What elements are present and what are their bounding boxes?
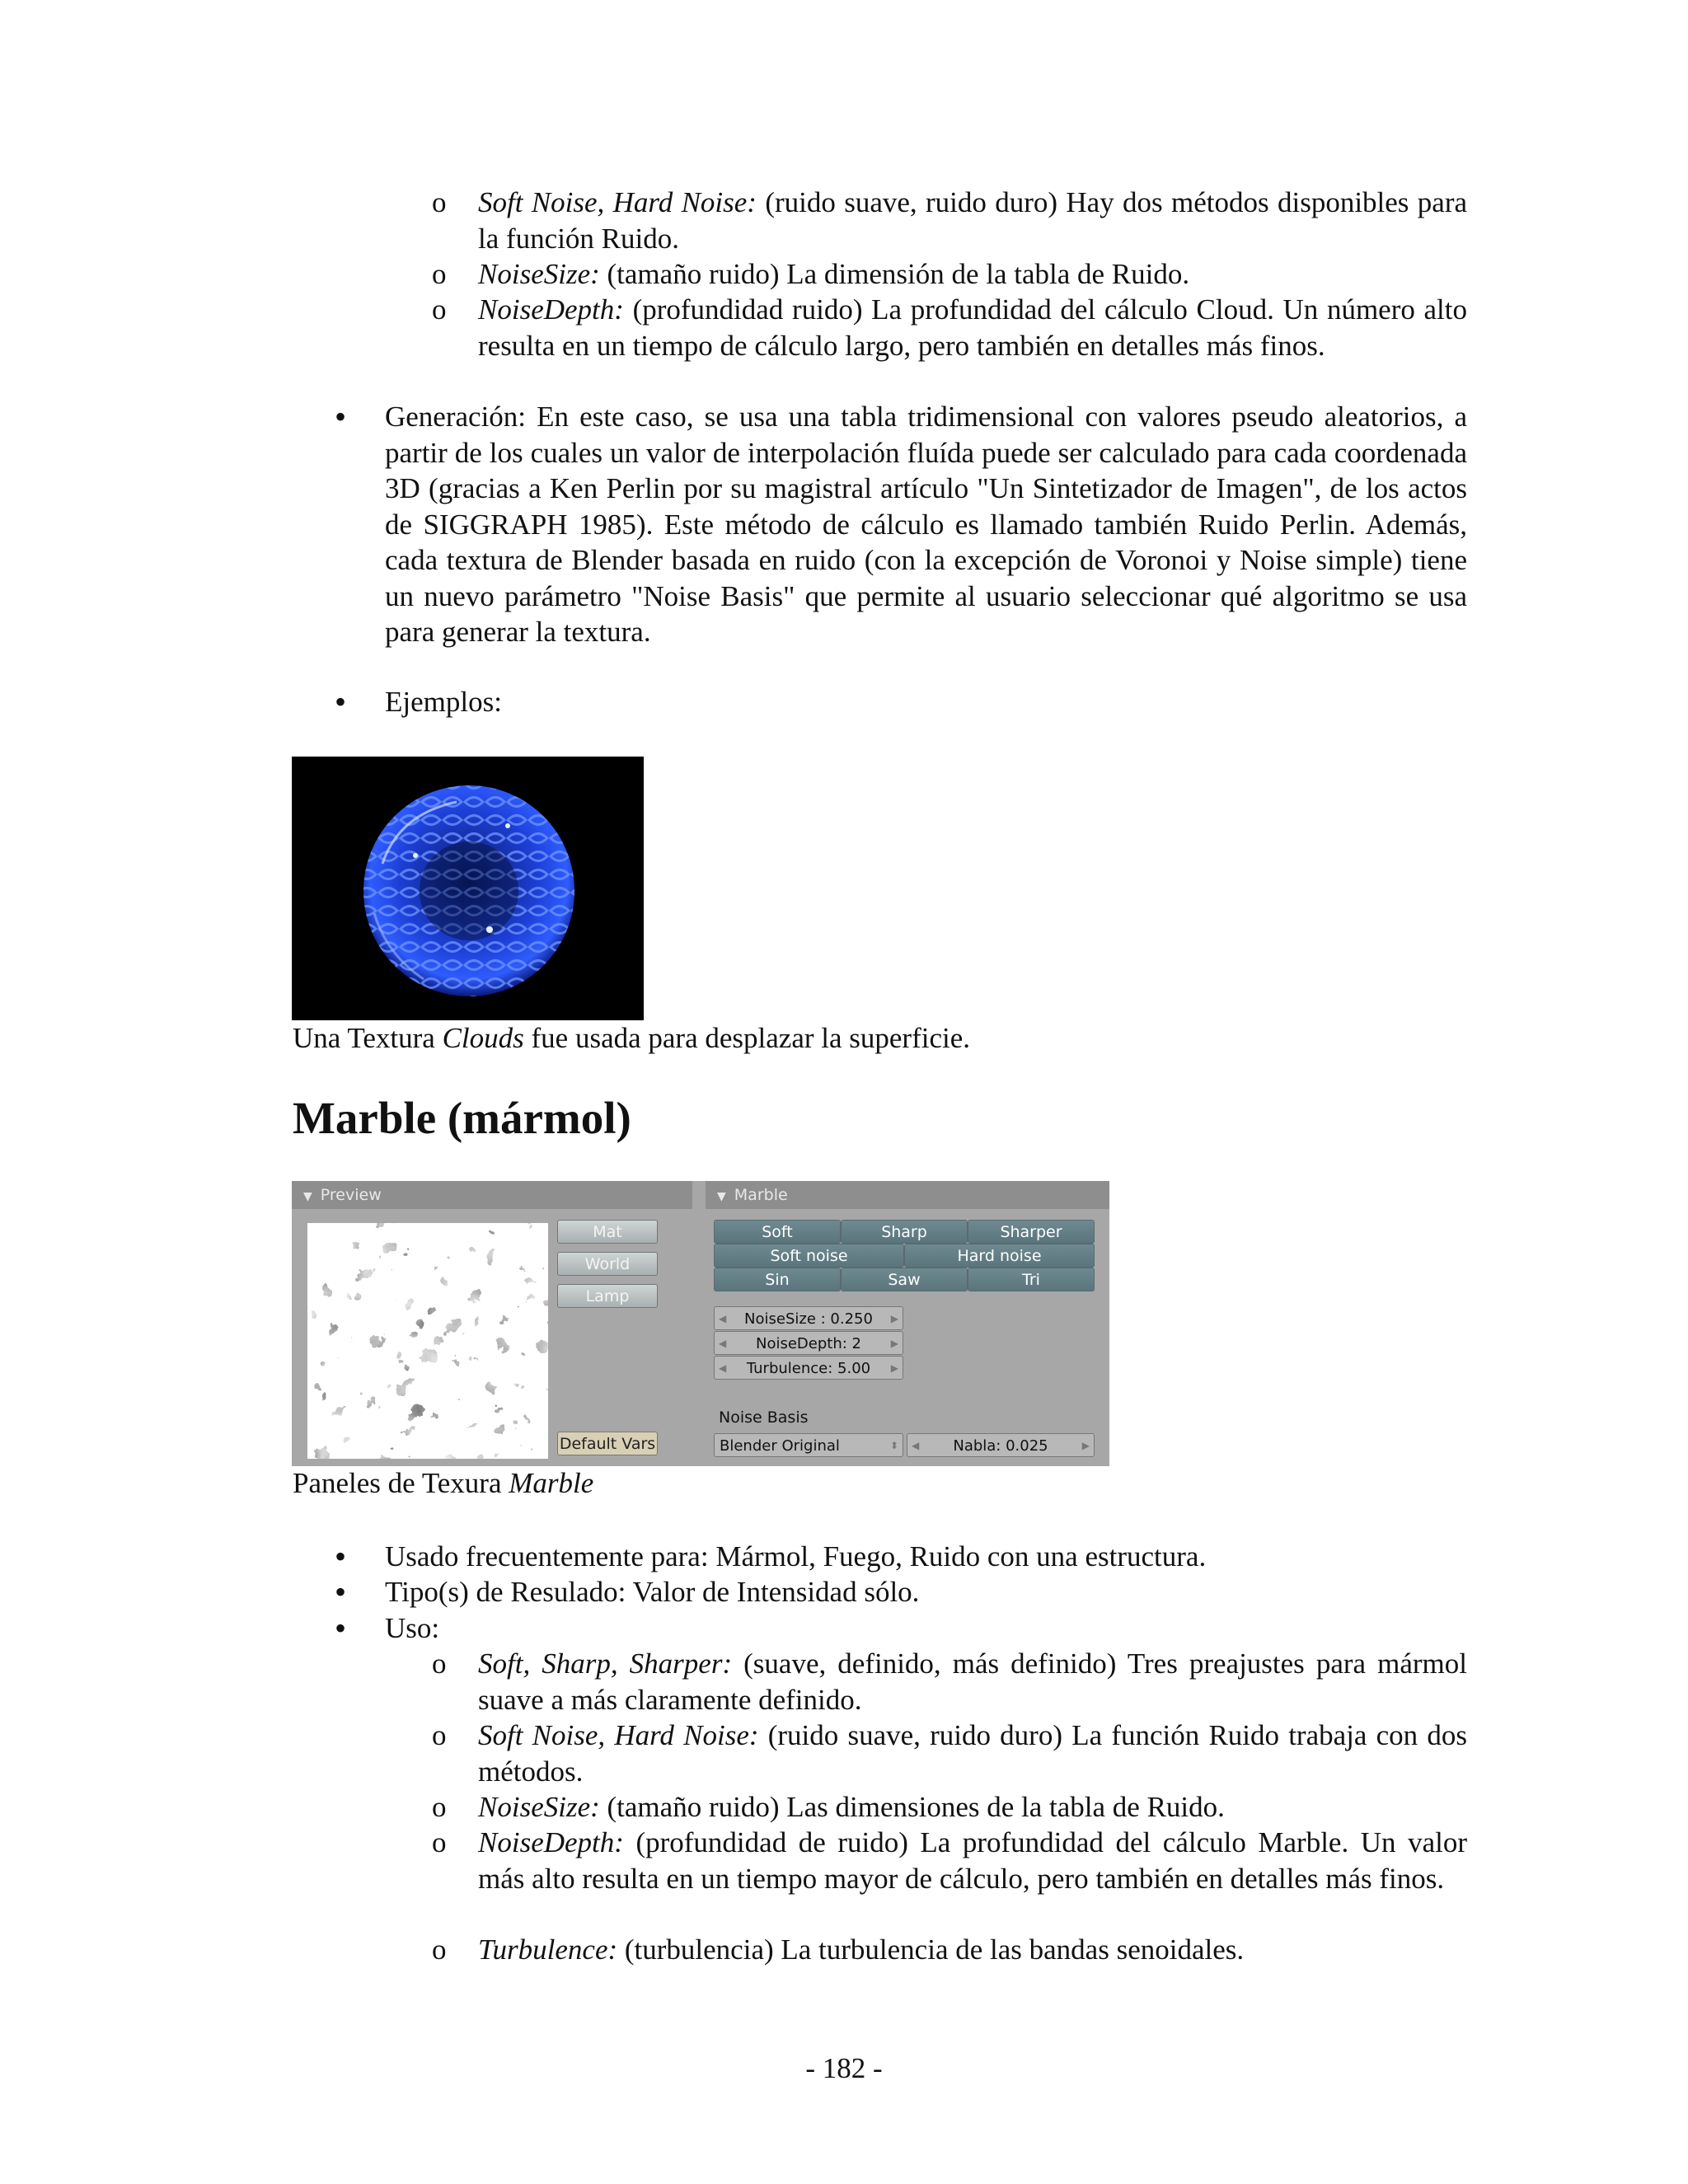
preview-mat-button[interactable]: Mat [557,1220,658,1244]
soft-noise-button[interactable]: Soft noise [714,1244,904,1268]
sin-button[interactable]: Sin [714,1268,841,1291]
noise-basis-label: Noise Basis [719,1408,809,1427]
sub-bullet-marker: o [432,1719,447,1751]
decrement-arrow-icon[interactable]: ◀ [719,1313,727,1324]
page-number: - 182 - [805,2052,883,2084]
bullet-item: Uso: [385,1612,440,1644]
sub-bullet-marker: o [432,186,447,218]
sub-list-item: Soft Noise, Hard Noise: (ruido suave, ruido duro) La función Ruido trabaja con dos métodos. [478,1719,1467,1788]
increment-arrow-icon[interactable]: ▶ [890,1313,898,1324]
sub-bullet-marker: o [432,1791,447,1823]
sub-bullet-marker: o [432,1826,447,1858]
sub-list-item: NoiseSize: (tamaño ruido) Las dimensiones de la tabla de Ruido. [478,1791,1225,1823]
marble-panel-header[interactable]: ▼ Marble [706,1181,1109,1209]
noisedepth-field[interactable]: ◀ NoiseDepth: 2 ▶ [714,1331,903,1355]
sub-list-item: NoiseDepth: (profundidad ruido) La profundidad del cálculo Cloud. Un número alto resulta en un tiempo de cálculo largo, pero también en detalles más finos. [478,293,1467,362]
bullet-marker: • [335,683,347,720]
sub-bullet-marker: o [432,293,447,326]
blue-sphere-render [292,757,644,1020]
sub-list-item: NoiseSize: (tamaño ruido) La dimensión de la tabla de Ruido. [478,258,1190,290]
nabla-field[interactable]: ◀ Nabla: 0.025 ▶ [907,1433,1095,1457]
sub-list-item: Soft, Sharp, Sharper: (suave, definido, más definido) Tres preajustes para mármol suave a más claramente definido. [478,1647,1467,1716]
increment-arrow-icon[interactable]: ▶ [890,1362,898,1374]
marble-texture-preview [307,1223,548,1459]
noisesize-field[interactable]: ◀ NoiseSize : 0.250 ▶ [714,1306,903,1330]
sub-bullet-marker: o [432,258,447,290]
sub-bullet-marker: o [432,1647,447,1680]
generacion-paragraph: Generación: En este caso, se usa una tabla tridimensional con valores pseudo aleatorios, a partir de los cuales un valor de interpolación fluída puede ser calculado para cada coordenada 3D (gracias a Ken Perlin por su magistral artículo "Un Sintetizador de Imagen", de los actos de SIGGRAPH 1985). Este método de cálculo es llamado también Ruido Perlin. Además, cada textura de Blender basada en ruido (con la excepción de Voronoi y Noise simple) tiene un nuevo parámetro "Noise Basis" que permite al usuario seleccionar qué algoritmo se usa para generar la textura. [385,401,1467,648]
sub-list-item: Soft Noise, Hard Noise: (ruido suave, ruido duro) Hay dos métodos disponibles para la función Ruido. [478,186,1468,255]
clouds-caption: Una Textura Clouds fue usada para desplazar la superficie. [293,1022,971,1054]
noise-basis-select[interactable]: Blender Original ⬍ [714,1433,903,1457]
bullet-item: Tipo(s) de Resulado: Valor de Intensidad sólo. [385,1576,920,1608]
sharper-button[interactable]: Sharper [968,1220,1095,1244]
sub-list-item: Turbulence: (turbulencia) La turbulencia de las bandas senoidales. [478,1933,1245,1966]
updown-arrow-icon: ⬍ [889,1440,898,1451]
bullet-marker: • [335,1573,347,1610]
sub-list-item: NoiseDepth: (profundidad de ruido) La profundidad del cálculo Marble. Un valor más alto resulta en un tiempo mayor de cálculo, pero también en detalles más finos. [478,1826,1467,1895]
sharp-button[interactable]: Sharp [841,1220,968,1244]
saw-button[interactable]: Saw [841,1268,968,1291]
tri-button[interactable]: Tri [968,1268,1095,1291]
clouds-texture-image [292,757,644,1020]
bullet-marker: • [335,398,347,435]
increment-arrow-icon[interactable]: ▶ [890,1338,898,1349]
default-vars-button[interactable]: Default Vars [557,1432,658,1455]
hard-noise-button[interactable]: Hard noise [904,1244,1095,1268]
decrement-arrow-icon[interactable]: ◀ [719,1338,727,1349]
decrement-arrow-icon[interactable]: ◀ [719,1362,727,1374]
marble-caption: Paneles de Texura Marble [293,1467,594,1499]
collapse-triangle-icon[interactable]: ▼ [717,1190,726,1203]
preview-lamp-button[interactable]: Lamp [557,1284,658,1308]
turbulence-field[interactable]: ◀ Turbulence: 5.00 ▶ [714,1356,903,1380]
increment-arrow-icon[interactable]: ▶ [1081,1440,1090,1451]
bullet-item: Usado frecuentemente para: Mármol, Fuego, Ruido con una estructura. [385,1540,1207,1572]
soft-button[interactable]: Soft [714,1220,841,1244]
preview-panel-header[interactable]: ▼ Preview [292,1181,692,1209]
ejemplos-label: Ejemplos: [385,686,502,718]
section-heading: Marble (mármol) [293,1093,631,1143]
collapse-triangle-icon[interactable]: ▼ [303,1190,312,1203]
bullet-marker: • [335,1610,347,1647]
marble-preview-image [307,1223,548,1459]
bullet-marker: • [335,1538,347,1575]
marble-panels-screenshot [292,1181,1109,1466]
decrement-arrow-icon[interactable]: ◀ [912,1440,920,1451]
sub-bullet-marker: o [432,1933,447,1966]
preview-world-button[interactable]: World [557,1252,658,1276]
